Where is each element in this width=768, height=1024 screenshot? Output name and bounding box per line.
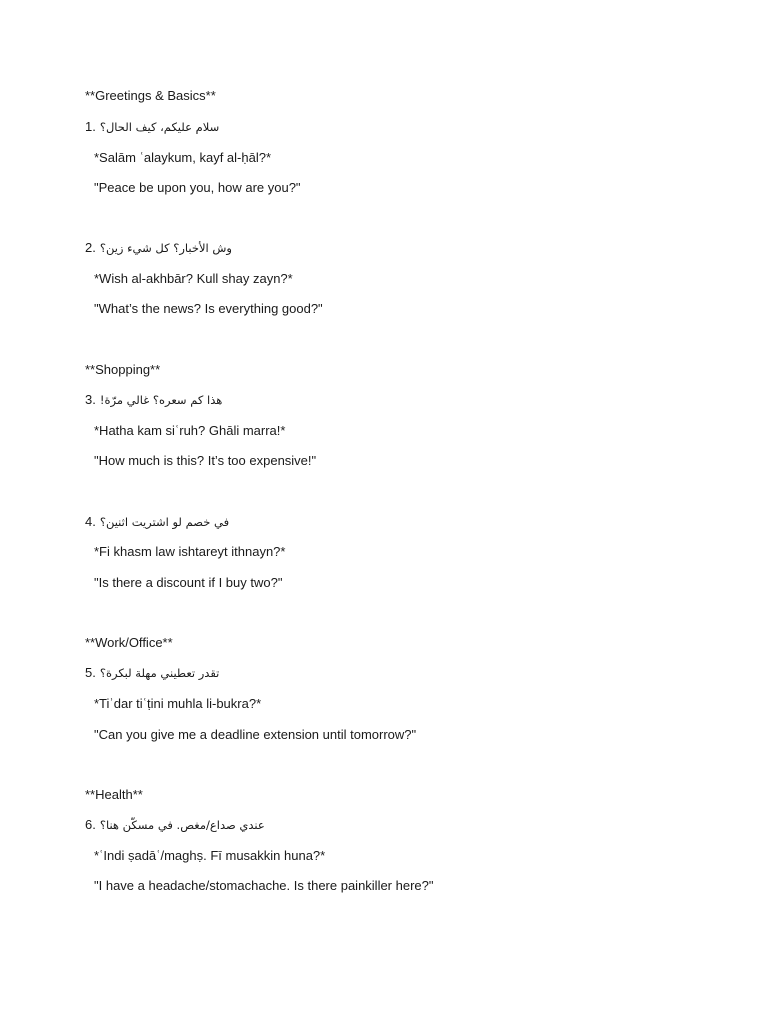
phrase-2-translation: "What’s the news? Is everything good?" (94, 301, 323, 316)
phrase-2-arabic-line (85, 240, 232, 256)
phrase-5-transliteration: *Tiʾdar tiʿṭini muhla li-bukra?* (94, 696, 262, 711)
section-heading-shopping: **Shopping** (85, 362, 161, 377)
phrase-arabic: وش الأخبار؟ كل شيء زين؟ (99, 241, 232, 255)
phrase-2-transliteration: *Wish al-akhbār? Kull shay zayn?* (94, 271, 293, 286)
phrase-5-arabic-line (85, 665, 219, 681)
phrase-arabic: تقدر تعطيني مهلة لبكرة؟ (99, 666, 220, 680)
phrase-number: 4. (85, 514, 96, 529)
phrase-6-transliteration: *ʿIndi ṣadāʿ/maghṣ. Fī musakkin huna?* (94, 848, 326, 863)
phrase-1-translation: "Peace be upon you, how are you?" (94, 180, 301, 195)
phrase-1-transliteration: *Salām ʿalaykum, kayf al-ḥāl?* (94, 150, 272, 165)
phrase-arabic: عندي صداع/مغص. في مسكّن هنا؟ (99, 818, 265, 832)
phrase-arabic: سلام عليكم، كيف الحال؟ (99, 120, 220, 134)
phrase-5-translation: "Can you give me a deadline extension until tomorrow?" (94, 727, 417, 742)
section-heading-work-office: **Work/Office** (85, 635, 173, 650)
section-heading-greetings: **Greetings & Basics** (85, 88, 216, 103)
phrase-arabic: في خصم لو اشتريت اثنين؟ (99, 515, 230, 529)
phrase-arabic: هذا كم سعره؟ غالي مرّة! (99, 393, 223, 407)
phrase-3-transliteration: *Hatha kam siʿruh? Ghāli marra!* (94, 423, 286, 438)
phrase-4-transliteration: *Fi khasm law ishtareyt ithnayn?* (94, 544, 286, 559)
phrase-1-arabic-line (85, 119, 219, 135)
phrase-number: 2. (85, 240, 96, 255)
phrase-3-translation: "How much is this? It’s too expensive!" (94, 453, 317, 468)
phrase-6-arabic-line (85, 817, 265, 833)
phrase-3-arabic-line (85, 392, 222, 408)
phrase-6-translation: "I have a headache/stomachache. Is there painkiller here?" (94, 878, 434, 893)
phrase-number: 6. (85, 817, 96, 832)
phrase-number: 1. (85, 119, 96, 134)
phrase-4-arabic-line (85, 514, 229, 530)
phrase-4-translation: "Is there a discount if I buy two?" (94, 575, 283, 590)
section-heading-health: **Health** (85, 787, 143, 802)
phrase-number: 3. (85, 392, 96, 407)
phrase-number: 5. (85, 665, 96, 680)
